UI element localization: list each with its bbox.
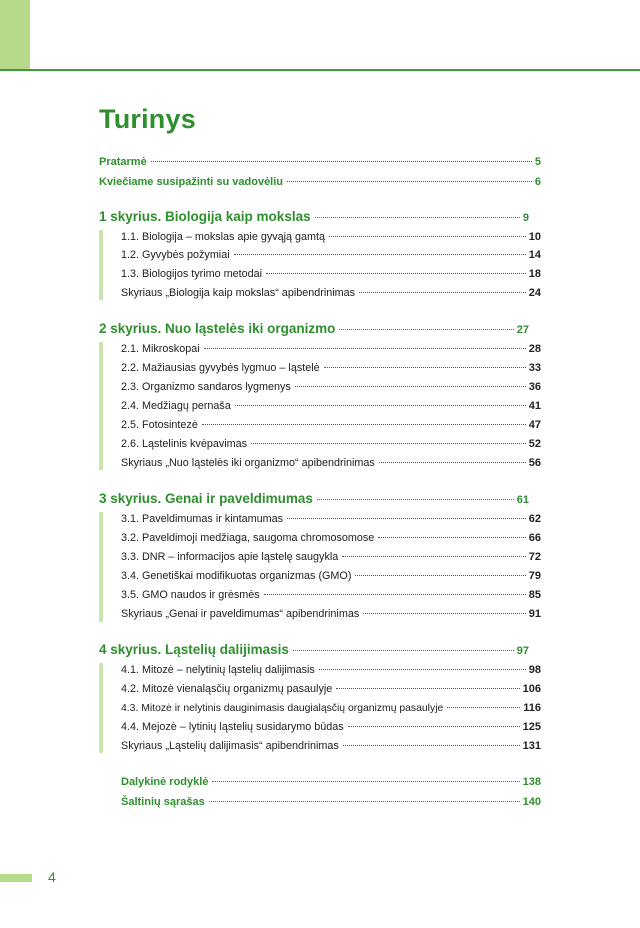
toc-section[interactable] (121, 400, 541, 412)
section-label: 4.4. Mejozė – lytinių ląstelių susidarymo būdas (121, 721, 344, 733)
section-label: Skyriaus „Nuo ląstelės iki organizmo“ apibendrinimas (121, 457, 375, 469)
dot-leader (293, 650, 514, 651)
section-page: 72 (528, 551, 541, 563)
section-page: 91 (528, 608, 541, 620)
dot-leader (204, 348, 526, 349)
section-page: 125 (522, 721, 541, 733)
toc-chapter-3[interactable] (99, 491, 529, 506)
section-page: 52 (528, 438, 541, 450)
section-page: 85 (528, 589, 541, 601)
dot-leader (329, 236, 526, 237)
section-page: 79 (528, 570, 541, 582)
section-page: 18 (528, 268, 541, 280)
section-page: 66 (528, 532, 541, 544)
toc-entry-page: 138 (522, 776, 541, 788)
section-page: 24 (528, 287, 541, 299)
section-label: Skyriaus „Ląstelių dalijimasis“ apibendrinimas (121, 740, 339, 752)
toc-section[interactable] (121, 231, 541, 243)
toc-entry-label: Pratarmė (99, 156, 147, 168)
section-label: 1.1. Biologija – mokslas apie gyvąją gamtą (121, 231, 326, 243)
section-label: 3.5. GMO naudos ir grėsmės (121, 589, 260, 601)
section-label: 1.3. Biologijos tyrimo metodai (121, 268, 263, 280)
dot-leader (348, 726, 520, 727)
toc-entry-saltiniu-sarasas[interactable] (121, 796, 541, 808)
toc-entry-page: 5 (534, 156, 541, 168)
toc-entry-label: Šaltinių sąrašas (121, 796, 205, 808)
dot-leader (266, 273, 526, 274)
top-color-tab (0, 0, 30, 69)
toc-entry-page: 140 (522, 796, 541, 808)
chapter-page: 9 (522, 212, 529, 224)
section-page: 116 (523, 702, 541, 714)
chapter-1-side-bar (99, 230, 103, 300)
dot-leader (234, 254, 526, 255)
dot-leader (151, 161, 532, 162)
section-label: 4.3. Mitozė ir nelytinis dauginimasis daugialąsčių organizmų pasaulyje (121, 703, 444, 714)
toc-section[interactable] (121, 721, 541, 733)
dot-leader (315, 217, 520, 218)
toc-entry-pratarme[interactable] (99, 156, 541, 168)
toc-chapter-4[interactable] (99, 642, 529, 657)
page-title: Turinys (99, 104, 196, 134)
dot-leader (212, 781, 519, 782)
section-label: 2.6. Ląstelinis kvėpavimas (121, 438, 248, 450)
toc-entry-label: Dalykinė rodyklė (121, 776, 209, 788)
toc-section[interactable] (121, 551, 541, 563)
toc-entry-kvieciame[interactable] (99, 176, 541, 188)
toc-section[interactable] (121, 362, 541, 374)
toc-section[interactable] (121, 532, 541, 544)
dot-leader (379, 462, 526, 463)
toc-chapter-2[interactable] (99, 321, 529, 336)
section-label: 4.2. Mitozė vienaląsčių organizmų pasaulyje (121, 683, 333, 695)
toc-section[interactable] (121, 268, 541, 280)
toc-section[interactable] (121, 381, 541, 393)
section-page: 131 (522, 740, 541, 752)
toc-section[interactable] (121, 702, 541, 714)
dot-leader (336, 688, 519, 689)
section-page: 10 (528, 231, 541, 243)
dot-leader (342, 556, 526, 557)
dot-leader (264, 594, 526, 595)
toc-section[interactable] (121, 740, 541, 752)
dot-leader (447, 707, 520, 708)
section-label: 2.5. Fotosintezė (121, 419, 198, 431)
toc-section[interactable] (121, 570, 541, 582)
section-page: 56 (528, 457, 541, 469)
chapter-page: 27 (516, 324, 529, 336)
section-label: 1.2. Gyvybės požymiai (121, 249, 230, 261)
dot-leader (287, 181, 532, 182)
chapter-title: 1 skyrius. Biologija kaip mokslas (99, 209, 311, 224)
section-page: 41 (528, 400, 541, 412)
section-label: 3.1. Paveldimumas ir kintamumas (121, 513, 284, 525)
chapter-3-side-bar (99, 512, 103, 622)
toc-section[interactable] (121, 287, 541, 299)
dot-leader (295, 386, 526, 387)
toc-entry-dalykine-rodykle[interactable] (121, 776, 541, 788)
section-page: 33 (528, 362, 541, 374)
toc-entry-page: 6 (534, 176, 541, 188)
section-label: 3.2. Paveldimoji medžiaga, saugoma chromosomose (121, 532, 375, 544)
section-label: Skyriaus „Biologija kaip mokslas“ apibendrinimas (121, 287, 356, 299)
section-label: 2.2. Mažiausias gyvybės lygmuo – ląstelė (121, 362, 320, 374)
section-label: 3.3. DNR – informacijos apie ląstelę saugykla (121, 551, 339, 563)
chapter-page: 61 (516, 494, 529, 506)
section-page: 14 (528, 249, 541, 261)
dot-leader (287, 518, 526, 519)
section-page: 62 (528, 513, 541, 525)
toc-section[interactable] (121, 438, 541, 450)
toc-section[interactable] (121, 249, 541, 261)
section-label: 2.3. Organizmo sandaros lygmenys (121, 381, 291, 393)
section-page: 47 (528, 419, 541, 431)
dot-leader (378, 537, 525, 538)
section-label: 2.1. Mikroskopai (121, 343, 200, 355)
chapter-4-side-bar (99, 663, 103, 753)
section-label: 2.4. Medžiagų pernaša (121, 400, 231, 412)
toc-section[interactable] (121, 664, 541, 676)
section-page: 106 (522, 683, 541, 695)
section-label: 4.1. Mitozė – nelytinių ląstelių dalijimasis (121, 664, 315, 676)
dot-leader (317, 499, 514, 500)
toc-section[interactable] (121, 419, 541, 431)
dot-leader (363, 613, 526, 614)
toc-section[interactable] (121, 608, 541, 620)
page-number: 4 (48, 869, 56, 885)
dot-leader (209, 801, 520, 802)
dot-leader (324, 367, 526, 368)
section-page: 36 (528, 381, 541, 393)
dot-leader (319, 669, 526, 670)
toc-section[interactable] (121, 457, 541, 469)
dot-leader (339, 329, 513, 330)
toc-chapter-1[interactable] (99, 209, 529, 224)
section-page: 98 (528, 664, 541, 676)
top-rule (0, 69, 640, 71)
toc-section[interactable] (121, 343, 541, 355)
dot-leader (202, 424, 526, 425)
section-label: 3.4. Genetiškai modifikuotas organizmas (GMO) (121, 570, 352, 582)
toc-section[interactable] (121, 683, 541, 695)
dot-leader (355, 575, 525, 576)
chapter-title: 3 skyrius. Genai ir paveldimumas (99, 491, 313, 506)
toc-section[interactable] (121, 513, 541, 525)
chapter-title: 4 skyrius. Ląstelių dalijimasis (99, 642, 289, 657)
toc-entry-label: Kviečiame susipažinti su vadovėliu (99, 176, 284, 188)
dot-leader (235, 405, 526, 406)
chapter-page: 97 (516, 645, 529, 657)
footer-color-strip (0, 874, 32, 882)
section-label: Skyriaus „Genai ir paveldimumas“ apibendrinimas (121, 608, 360, 620)
dot-leader (359, 292, 526, 293)
toc-section[interactable] (121, 589, 541, 601)
section-page: 28 (528, 343, 541, 355)
dot-leader (251, 443, 526, 444)
chapter-2-side-bar (99, 342, 103, 470)
chapter-title: 2 skyrius. Nuo ląstelės iki organizmo (99, 321, 336, 336)
dot-leader (343, 745, 520, 746)
